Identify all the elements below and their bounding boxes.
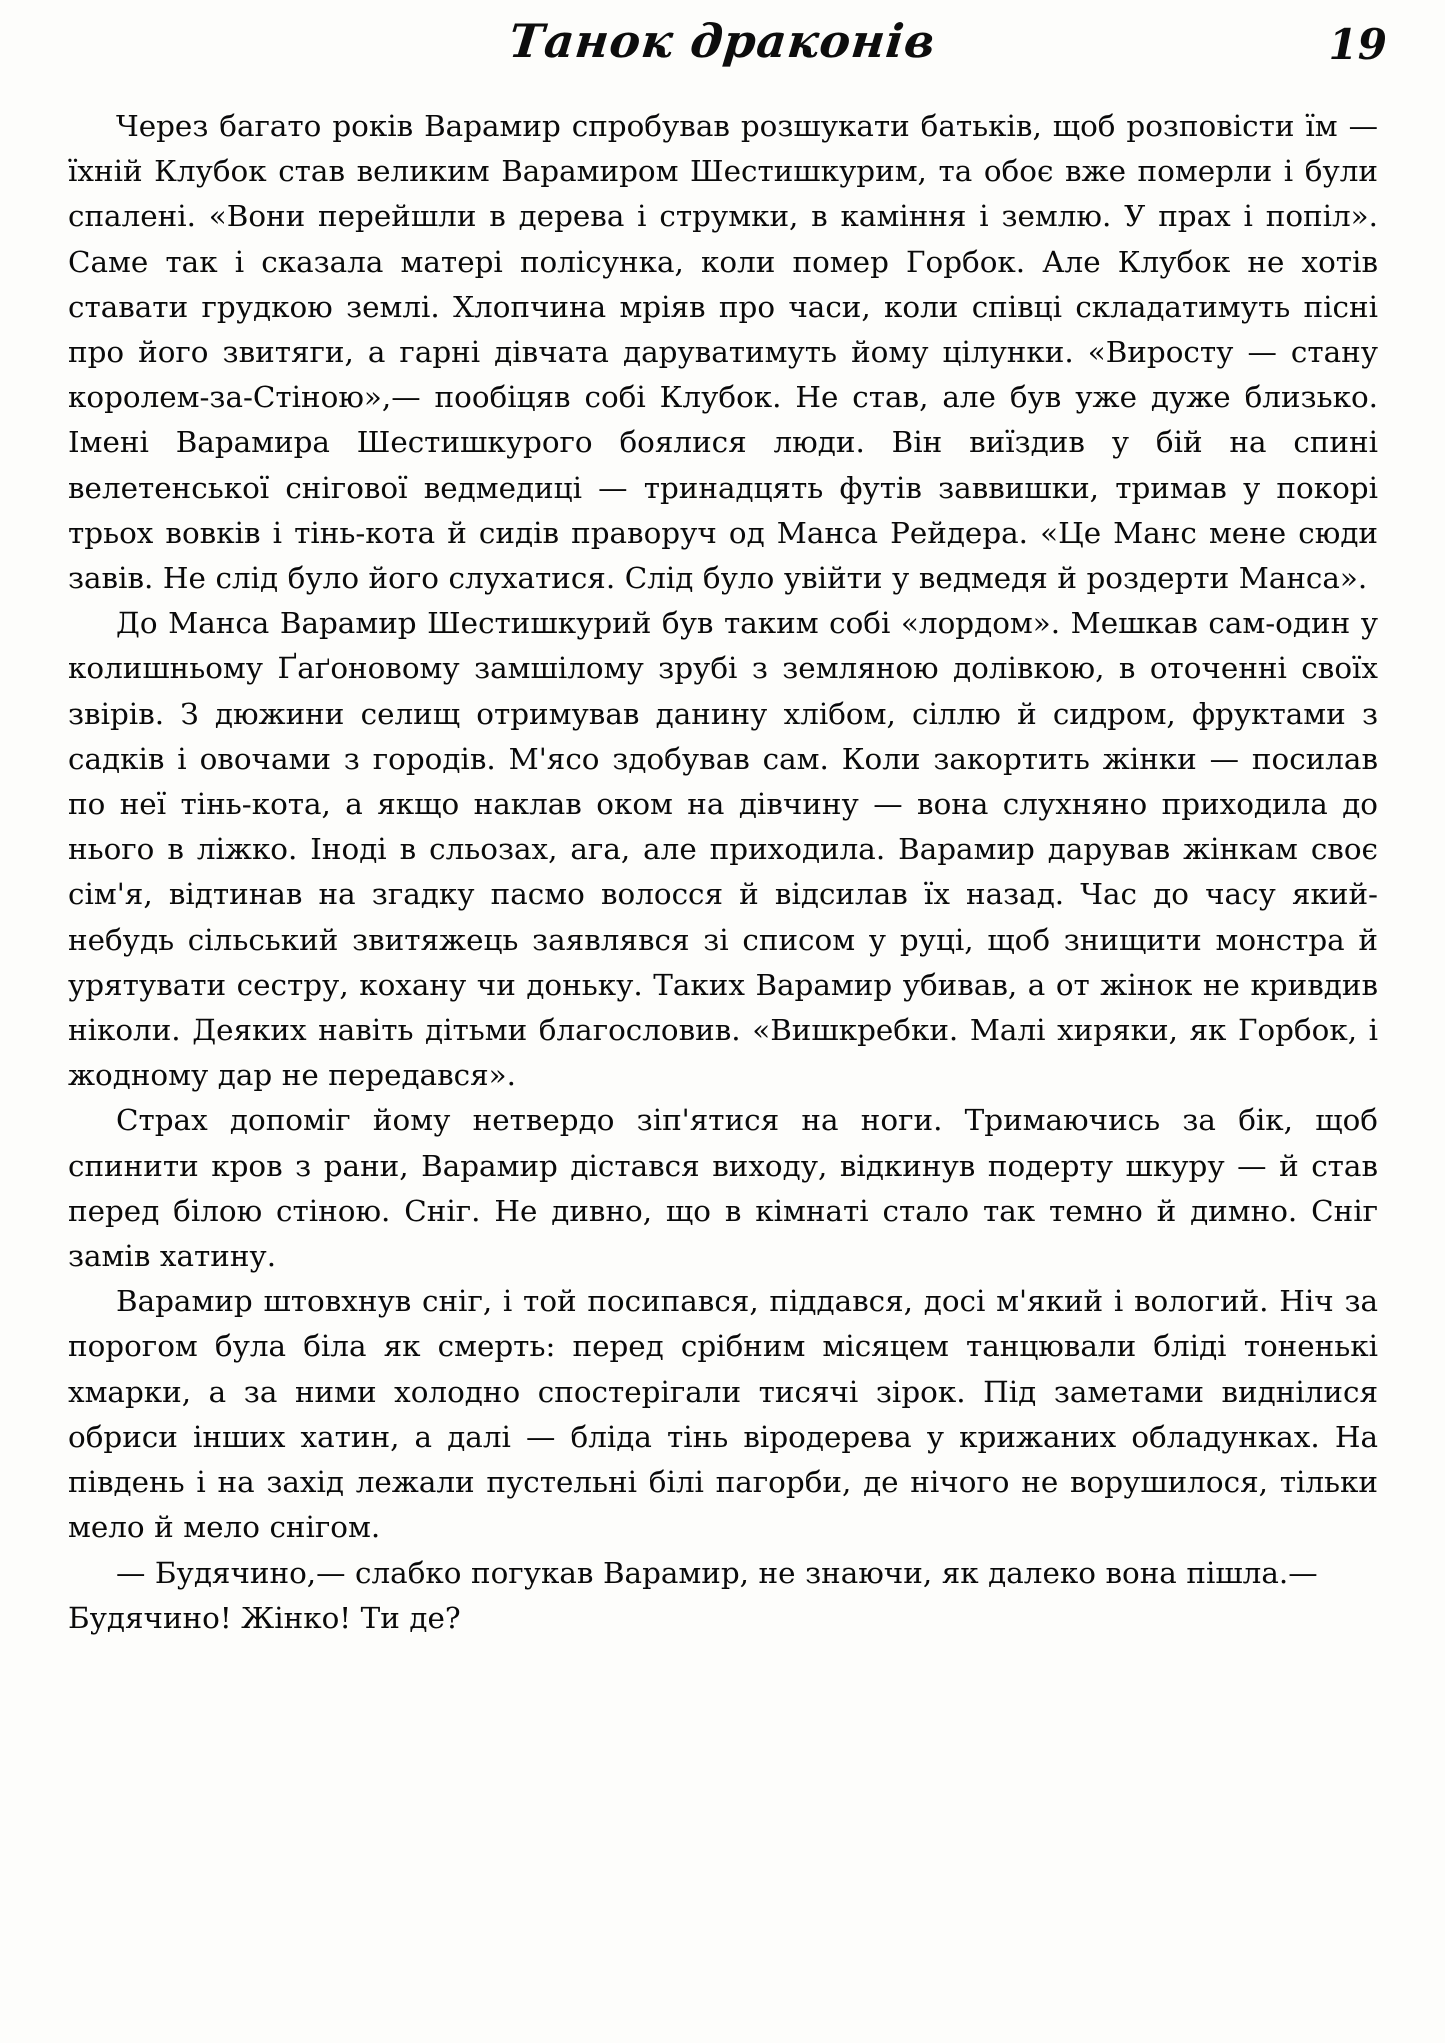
paragraph: Через багато років Варамир спробував розшукати батьків, щоб розповісти їм — їхній Клубок став великим Варамиром Шестишкурим, та обоє вже померли і були спалені. «Вони перейшли в дерева і струмки, в каміння і землю. У прах і попіл». Саме так і сказала матері полісунка, коли помер Горбок. Але Клубок не хотів ставати грудкою землі. Хлопчина мріяв про часи, коли співці складатимуть пісні про його звитяги, а гарні дівчата даруватимуть йому цілунки. «Виросту — стану королем-за-Стіною»,— пообіцяв собі Клубок. Не став, але був уже дуже близько. Імені Варамира Шестишкурого боялися люди. Він виїздив у бій на спині велетенської снігової ведмедиці — тринадцять футів заввишки, тримав у покорі трьох вовків і тінь-кота й сидів праворуч од Манса Рейдера. «Це Манс мене сюди завів. Не слід було його слухатися. Слід було увійти у ведмедя й роздерти Манса». — [68, 109, 1378, 596]
paragraph: До Манса Варамир Шестишкурий був таким собі «лордом». Мешкав сам-один у колишньому Ґаґоновому замшілому зрубі з земляною долівкою, в оточенні своїх звірів. З дюжини селищ отримував данину хлібом, сіллю й сидром, фруктами з садків і овочами з городів. М'ясо здобував сам. Коли закортить жінки — посилав по неї тінь-кота, а якщо наклав оком на дівчину — вона слухняно приходила до нього в ліжко. Іноді в сльозах, ага, але приходила. Варамир дарував жінкам своє сім'я, відтинав на згадку пасмо волосся й відсилав їх назад. Час до часу який-небудь сільський звитяжець заявлявся зі списом у руці, щоб знищити монстра й урятувати сестру, кохану чи доньку. Таких Варамир убивав, а от жінок не кривдив ніколи. Деяких навіть дітьми благословив. «Вишкребки. Малі хиряки, як Горбок, і жодному дар не передався». — [68, 606, 1378, 1093]
page-number: 19 — [1328, 20, 1387, 69]
body-text — [68, 104, 1378, 1641]
paragraph: — Будячино,— слабко погукав Варамир, не знаючи, як далеко вона пішла.— Будячино! Жінко! Ти де? — [68, 1555, 1318, 1635]
page-title: Танок драконів — [506, 14, 939, 68]
paragraph: Страх допоміг йому нетвердо зіп'ятися на ноги. Тримаючись за бік, щоб спинити кров з рани, Варамир дістався виходу, відкинув подерту шкуру — й став перед білою стіною. Сніг. Не дивно, що в кімнаті стало так темно й димно. Сніг замів хатину. — [68, 1103, 1378, 1274]
paragraph: Варамир штовхнув сніг, і той посипався, піддався, досі м'який і вологий. Ніч за порогом була біла як смерть: перед срібним місяцем танцювали бліді тоненькі хмарки, а за ними холодно спостерігали тисячі зірок. Під заметами виднілися обриси інших хатин, а далі — бліда тінь віродерева у крижаних обладунках. На південь і на захід лежали пустельні білі пагорби, де нічого не ворушилося, тільки мело й мело снігом. — [68, 1284, 1378, 1545]
running-head — [0, 8, 1445, 96]
